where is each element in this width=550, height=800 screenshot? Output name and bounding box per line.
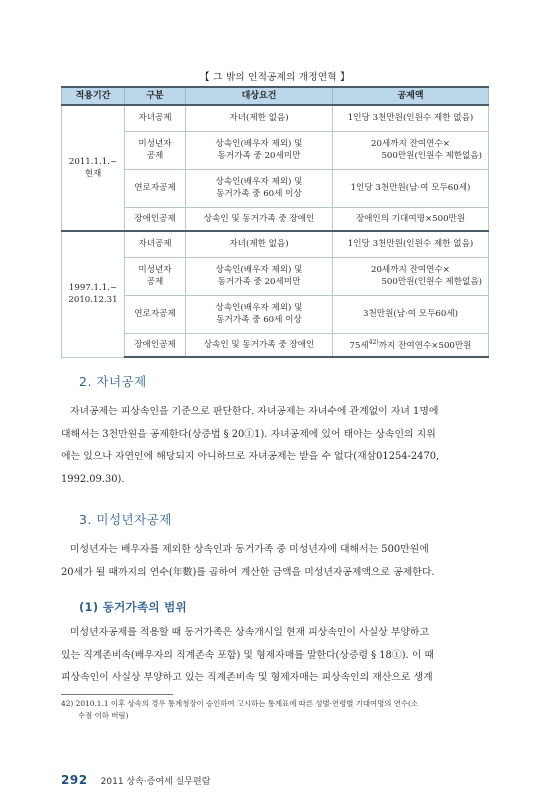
- kind-text: 공제: [146, 151, 164, 161]
- book-title: 2011 상속·증여세 실무편람: [100, 777, 211, 787]
- paragraph-line: 에는 있으나 자연인에 해당되지 아니하므로 자녀공제는 받을 수 없다(재삼01254-2470,: [61, 451, 440, 462]
- amount-text: 75세: [349, 341, 369, 352]
- period-cell: [62, 105, 125, 231]
- table-header-row: [62, 87, 489, 105]
- kind-text: 미성년자: [138, 139, 172, 149]
- minor-deduction-paragraph: [61, 539, 489, 584]
- amount-text: 500만원(인원수 제한없음): [381, 151, 482, 161]
- condition-cell: [186, 231, 333, 257]
- table-row: [62, 169, 489, 207]
- paragraph-line: 자녀공제는 피상속인을 기준으로 판단한다. 자녀공제는 자녀수에 관계없이 자녀 1명에: [70, 406, 439, 417]
- condition-text: 동거가족 중 20세미만: [217, 151, 301, 161]
- amount-text: 장애인의 기대여명×500만원: [355, 213, 466, 224]
- amount-text: 까지 잔여연수×500만원: [378, 341, 472, 352]
- condition-text: 자녀(제한 없음): [229, 113, 289, 124]
- personal-deduction-history-table: [61, 86, 489, 358]
- condition-text: 동거가족 중 60세 이상: [216, 189, 302, 199]
- amount-cell: [333, 131, 489, 169]
- kind-text: 장애인공제: [134, 339, 176, 350]
- table-row: [62, 257, 489, 295]
- table-row: [62, 131, 489, 169]
- condition-cell: [186, 257, 333, 295]
- header-condition: 대상요건: [186, 87, 333, 105]
- footnote: [61, 698, 489, 722]
- header-kind: 구분: [125, 87, 186, 105]
- amount-text: 20세까지 잔여연수×: [371, 139, 450, 149]
- section-heading-child-deduction: 2. 자녀공제: [79, 374, 147, 389]
- kind-text: 연로자공제: [134, 309, 176, 319]
- kind-text: 연로자공제: [134, 183, 176, 193]
- period-cell: [62, 231, 125, 357]
- amount-cell: [333, 105, 489, 131]
- condition-cell: [186, 295, 333, 333]
- amount-cell: [333, 231, 489, 257]
- table-row: [62, 333, 489, 357]
- child-deduction-paragraph: [61, 401, 489, 491]
- kind-cell: [125, 333, 186, 357]
- paragraph-line: 있는 직계존비속(배우자의 직계존속 포함) 및 형제자매를 말한다(상증령 § 18①). 이 때: [61, 649, 435, 661]
- amount-cell: [333, 257, 489, 295]
- kind-cell: [125, 131, 186, 169]
- cohabiting-family-paragraph: [61, 622, 489, 690]
- condition-text: 자녀(제한 없음): [229, 239, 289, 250]
- amount-text: 1인당 3천만원(인원수 제한 없음): [347, 113, 474, 124]
- kind-text: 미성년자: [138, 265, 172, 275]
- period-end: 2010.12.31: [68, 295, 118, 306]
- subsection-heading-cohabiting-family: (1) 동거가족의 범위: [79, 600, 187, 614]
- paragraph-line: 20세가 될 때까지의 연수(年數)를 곱하여 계산한 금액을 미성년자공제액으로 공제한다.: [61, 566, 435, 578]
- period-start: 2011.1.1.~: [68, 157, 118, 167]
- condition-text: 상속인 및 동거가족 중 장애인: [203, 339, 315, 350]
- footnote-ref[interactable]: 42): [368, 339, 379, 347]
- condition-text: 동거가족 중 20세미만: [217, 277, 301, 287]
- kind-cell: [125, 295, 186, 333]
- table-row: [62, 231, 489, 257]
- amount-cell: [333, 207, 489, 231]
- condition-text: 상속인 및 동거가족 중 장애인: [203, 213, 315, 224]
- period-end: 현재: [84, 169, 102, 179]
- condition-cell: [186, 105, 333, 131]
- paragraph-line: 피상속인이 사실상 부양하고 있는 직계존비속 및 형제자매는 피상속인의 재산으로 생계: [61, 672, 433, 683]
- kind-cell: [125, 207, 186, 231]
- condition-text: 상속인(배우자 제외) 및: [215, 303, 303, 313]
- period-start: 1997.1.1.~: [68, 283, 118, 294]
- paragraph-line: 1992.09.30).: [61, 473, 125, 485]
- amount-text: 500만원(인원수 제한없음): [381, 277, 482, 287]
- condition-cell: [186, 333, 333, 357]
- table-caption: 【 그 밖의 인적공제의 개정연혁 】: [200, 72, 350, 83]
- table-row: [62, 105, 489, 131]
- footnote-line: 수점 이하 버림): [78, 711, 129, 720]
- condition-cell: [186, 169, 333, 207]
- kind-cell: [125, 169, 186, 207]
- condition-text: 상속인(배우자 제외) 및: [215, 265, 303, 275]
- amount-cell: [333, 333, 489, 357]
- kind-text: 공제: [146, 277, 164, 287]
- kind-text: 장애인공제: [134, 213, 176, 224]
- amount-text: 1인당 3천만원(인원수 제한 없음): [347, 239, 474, 250]
- kind-cell: [125, 231, 186, 257]
- kind-cell: [125, 105, 186, 131]
- amount-text: 20세까지 잔여연수×: [371, 265, 450, 275]
- amount-text: 3천만원(남·여 모두60세): [363, 309, 458, 319]
- header-period: 적용기간: [62, 87, 125, 105]
- paragraph-line: 미성년자공제를 적용할 때 동거가족은 상속개시일 현재 피상속인이 사실상 부양하고: [70, 627, 429, 638]
- amount-cell: [333, 295, 489, 333]
- paragraph-line: 미성년자는 배우자를 제외한 상속인과 동거가족 중 미성년자에 대해서는 500만원에: [70, 544, 429, 555]
- header-amount: 공제액: [333, 87, 489, 105]
- condition-text: 상속인(배우자 제외) 및: [215, 139, 303, 149]
- kind-text: 자녀공제: [138, 239, 172, 250]
- condition-text: 동거가족 중 60세 이상: [216, 315, 302, 325]
- footnote-divider: [61, 694, 173, 695]
- page-number: 292: [61, 773, 88, 787]
- section-heading-minor-deduction: 3. 미성년자공제: [79, 512, 172, 527]
- page-footer: [61, 769, 210, 788]
- kind-cell: [125, 257, 186, 295]
- paragraph-line: 대해서는 3천만원을 공제한다(상증법 § 20①1). 자녀공제에 있어 태아는 상속인의 지위: [61, 428, 436, 440]
- table-row: [62, 295, 489, 333]
- footnote-line: 42) 2010.1.1 이후 상속의 경우 통계청장이 승인하여 고시하는 통계표에 따른 성별·연령별 기대여명의 연수(소: [61, 699, 419, 708]
- kind-text: 자녀공제: [138, 113, 172, 124]
- condition-cell: [186, 207, 333, 231]
- condition-text: 상속인(배우자 제외) 및: [215, 177, 303, 187]
- table-row: [62, 207, 489, 231]
- amount-text: 1인당 3천만원(남·여 모두60세): [350, 183, 471, 193]
- condition-cell: [186, 131, 333, 169]
- amount-cell: [333, 169, 489, 207]
